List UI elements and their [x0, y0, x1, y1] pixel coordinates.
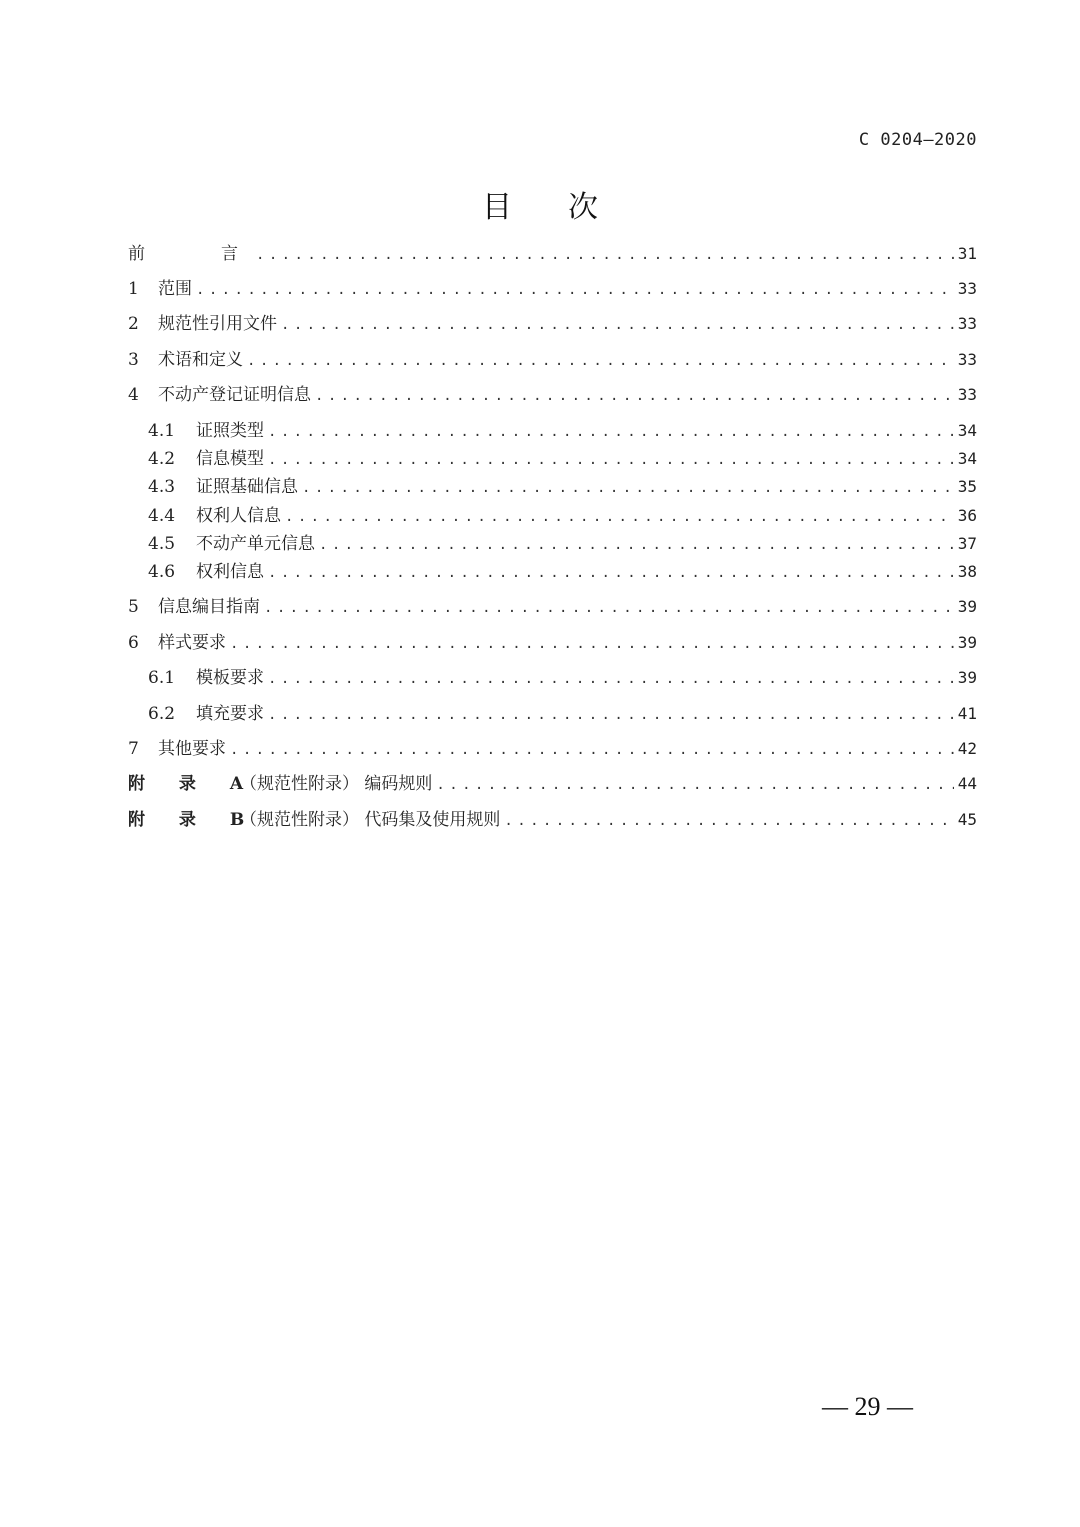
- toc-entry-label: 不动产单元信息: [196, 534, 315, 554]
- dot-leader: [268, 565, 954, 581]
- toc-entry-label: 证照基础信息: [196, 477, 298, 497]
- toc-entry-page: 33: [957, 279, 977, 298]
- toc-entry-6-1[interactable]: [128, 663, 977, 689]
- dot-leader: [230, 636, 954, 652]
- dot-leader: [264, 600, 954, 616]
- toc-entry-label: 填充要求: [196, 704, 264, 724]
- toc-entry-4-6[interactable]: [128, 557, 977, 583]
- toc-entry-4[interactable]: [128, 380, 977, 406]
- toc-entry-number: 7: [128, 739, 139, 759]
- toc-entry-label: 模板要求: [196, 668, 264, 688]
- toc-entry-number: 6.2: [148, 704, 176, 724]
- toc-entry-6-2[interactable]: [128, 699, 977, 725]
- dot-leader: [281, 317, 954, 333]
- toc-entry-label: （规范性附录） 代码集及使用规则: [240, 810, 501, 830]
- toc-entry-page: 44: [957, 774, 977, 793]
- dot-leader: [315, 388, 954, 404]
- page-number: — 29 —: [822, 1392, 913, 1421]
- toc-entry-page: 33: [957, 385, 977, 404]
- toc-entry-4-1[interactable]: [128, 416, 977, 442]
- dot-leader: [302, 480, 954, 496]
- toc-title: 目次: [482, 190, 654, 225]
- toc-entry-number: 4: [128, 385, 139, 405]
- toc-entry-page: 37: [957, 534, 977, 553]
- toc-entry-label: 信息编目指南: [158, 597, 260, 617]
- toc-entry-page: 34: [957, 449, 977, 468]
- toc-entry-page: 45: [957, 810, 977, 829]
- dot-leader: [268, 424, 954, 440]
- toc-entry-label: 前 言: [128, 244, 252, 264]
- toc-entry-page: 35: [957, 477, 977, 496]
- toc-entry-label: （规范性附录） 编码规则: [240, 774, 433, 794]
- toc-entry-number: 1: [128, 279, 139, 299]
- toc-entry-number: 4.4: [148, 506, 176, 526]
- toc-entry-label: 规范性引用文件: [158, 314, 277, 334]
- toc-entry-number: 5: [128, 597, 139, 617]
- toc-entry-page: 31: [957, 244, 977, 263]
- toc-entry-page: 41: [957, 704, 977, 723]
- toc-entry-label: 不动产登记证明信息: [158, 385, 311, 405]
- toc-entry-label: 信息模型: [196, 449, 264, 469]
- dot-leader: [285, 509, 954, 525]
- dot-leader: [436, 777, 953, 793]
- toc-entry-3[interactable]: [128, 345, 977, 371]
- dot-leader: [504, 813, 953, 829]
- toc-entry-number: 4.3: [148, 477, 176, 497]
- toc-entry-page: 42: [957, 739, 977, 758]
- toc-entry-6[interactable]: [128, 628, 977, 654]
- toc-entry-number: 附 录 A: [128, 774, 258, 794]
- document-code: C 0204—2020: [858, 130, 977, 150]
- dot-leader: [268, 671, 954, 687]
- toc-entry-7[interactable]: [128, 734, 977, 760]
- toc-entry-5[interactable]: [128, 592, 977, 618]
- toc-entry-number: 4.2: [148, 449, 176, 469]
- toc-entry-1[interactable]: [128, 274, 977, 300]
- toc-entry-label: 范围: [158, 279, 192, 299]
- toc-entry-4-2[interactable]: [128, 444, 977, 470]
- toc-entry-page: 39: [957, 668, 977, 687]
- toc-entry-foreword[interactable]: [128, 239, 977, 265]
- toc-entry-page: 39: [957, 633, 977, 652]
- toc-entry-page: 36: [957, 506, 977, 525]
- toc-entry-number: 6.1: [148, 668, 176, 688]
- toc-entry-number: 4.6: [148, 562, 176, 582]
- toc-entry-label: 证照类型: [196, 421, 264, 441]
- toc-entry-appendix-b[interactable]: [128, 805, 977, 831]
- toc-entry-page: 38: [957, 562, 977, 581]
- toc-entry-appendix-a[interactable]: [128, 769, 977, 795]
- toc-entry-label: 其他要求: [158, 739, 226, 759]
- toc-entry-4-3[interactable]: [128, 472, 977, 498]
- dot-leader: [268, 707, 954, 723]
- toc-entry-4-5[interactable]: [128, 529, 977, 555]
- toc-entry-page: 39: [957, 597, 977, 616]
- toc-entry-label: 权利信息: [196, 562, 264, 582]
- dot-leader: [319, 537, 954, 553]
- toc-entry-label: 权利人信息: [196, 506, 281, 526]
- dot-leader: [230, 742, 954, 758]
- dot-leader: [196, 282, 954, 298]
- toc-entry-page: 33: [957, 350, 977, 369]
- toc-entry-number: 4.1: [148, 421, 176, 441]
- toc-entry-number: 6: [128, 633, 139, 653]
- toc-entry-label: 术语和定义: [158, 350, 243, 370]
- toc-entry-label: 样式要求: [158, 633, 226, 653]
- toc-entry-2[interactable]: [128, 309, 977, 335]
- toc-entry-page: 34: [957, 421, 977, 440]
- toc-entry-4-4[interactable]: [128, 501, 977, 527]
- dot-leader: [256, 247, 954, 263]
- dot-leader: [247, 353, 954, 369]
- dot-leader: [268, 452, 954, 468]
- toc-entry-page: 33: [957, 314, 977, 333]
- toc-entry-number: 2: [128, 314, 139, 334]
- toc-entry-number: 3: [128, 350, 139, 370]
- toc-entry-number: 附 录 B: [128, 810, 259, 830]
- toc-entry-number: 4.5: [148, 534, 176, 554]
